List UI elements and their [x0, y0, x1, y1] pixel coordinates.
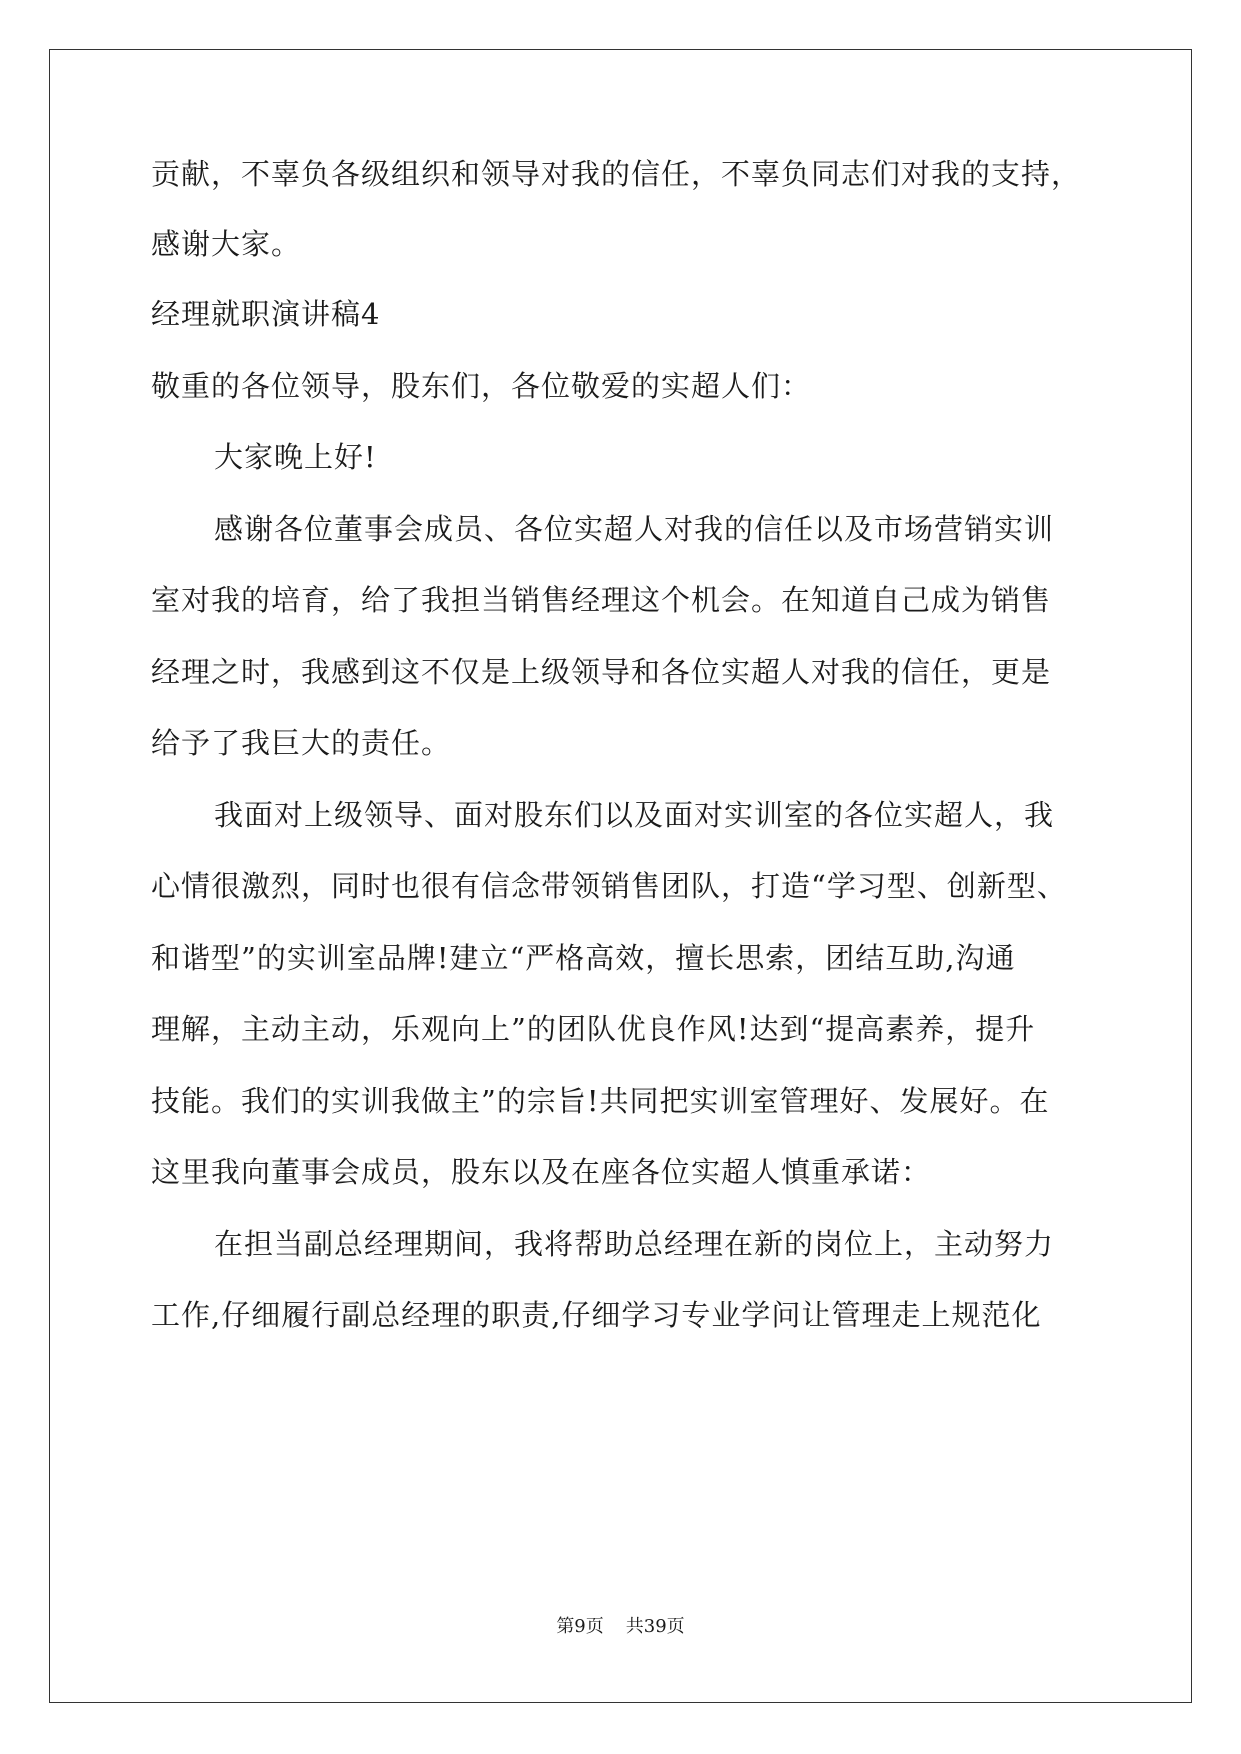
- salutation: 敬重的各位领导，股东们，各位敬爱的实超人们：: [151, 369, 812, 403]
- body-line: 这里我向董事会成员，股东以及在座各位实超人慎重承诺：: [151, 1155, 932, 1189]
- body-line: 给予了我巨大的责任。: [151, 726, 452, 760]
- body-line: 在担当副总经理期间，我将帮助总经理在新的岗位上，主动努力: [214, 1227, 1055, 1261]
- body-line: 理解，主动主动，乐观向上”的团队优良作风!达到“提高素养，提升: [151, 1012, 1036, 1046]
- body-line: 和谐型”的实训室品牌!建立“严格高效，擅长思索，团结互助,沟通: [151, 941, 1016, 975]
- page-total: 共39页: [625, 1616, 685, 1637]
- page-number: 第9页: [556, 1616, 604, 1637]
- body-line: 贡献，不辜负各级组织和领导对我的信任，不辜负同志们对我的支持，: [151, 157, 1082, 191]
- body-line: 工作,仔细履行副总经理的职责,仔细学习专业学问让管理走上规范化: [151, 1298, 1042, 1332]
- body-line: 感谢各位董事会成员、各位实超人对我的信任以及市场营销实训: [214, 512, 1055, 546]
- body-line: 经理之时，我感到这不仅是上级领导和各位实超人对我的信任，更是: [151, 655, 1052, 689]
- body-line: 技能。我们的实训我做主”的宗旨!共同把实训室管理好、发展好。在: [151, 1084, 1050, 1118]
- section-heading: 经理就职演讲稿4: [151, 297, 381, 331]
- greeting: 大家晚上好!: [214, 440, 377, 474]
- page-footer: [0, 1616, 1241, 1638]
- body-line: 室对我的培育，给了我担当销售经理这个机会。在知道自己成为销售: [151, 583, 1052, 617]
- body-line: 心情很激烈，同时也很有信念带领销售团队，打造“学习型、创新型、: [151, 869, 1067, 903]
- body-line: 我面对上级领导、面对股东们以及面对实训室的各位实超人，我: [214, 798, 1055, 832]
- body-line: 感谢大家。: [151, 227, 302, 261]
